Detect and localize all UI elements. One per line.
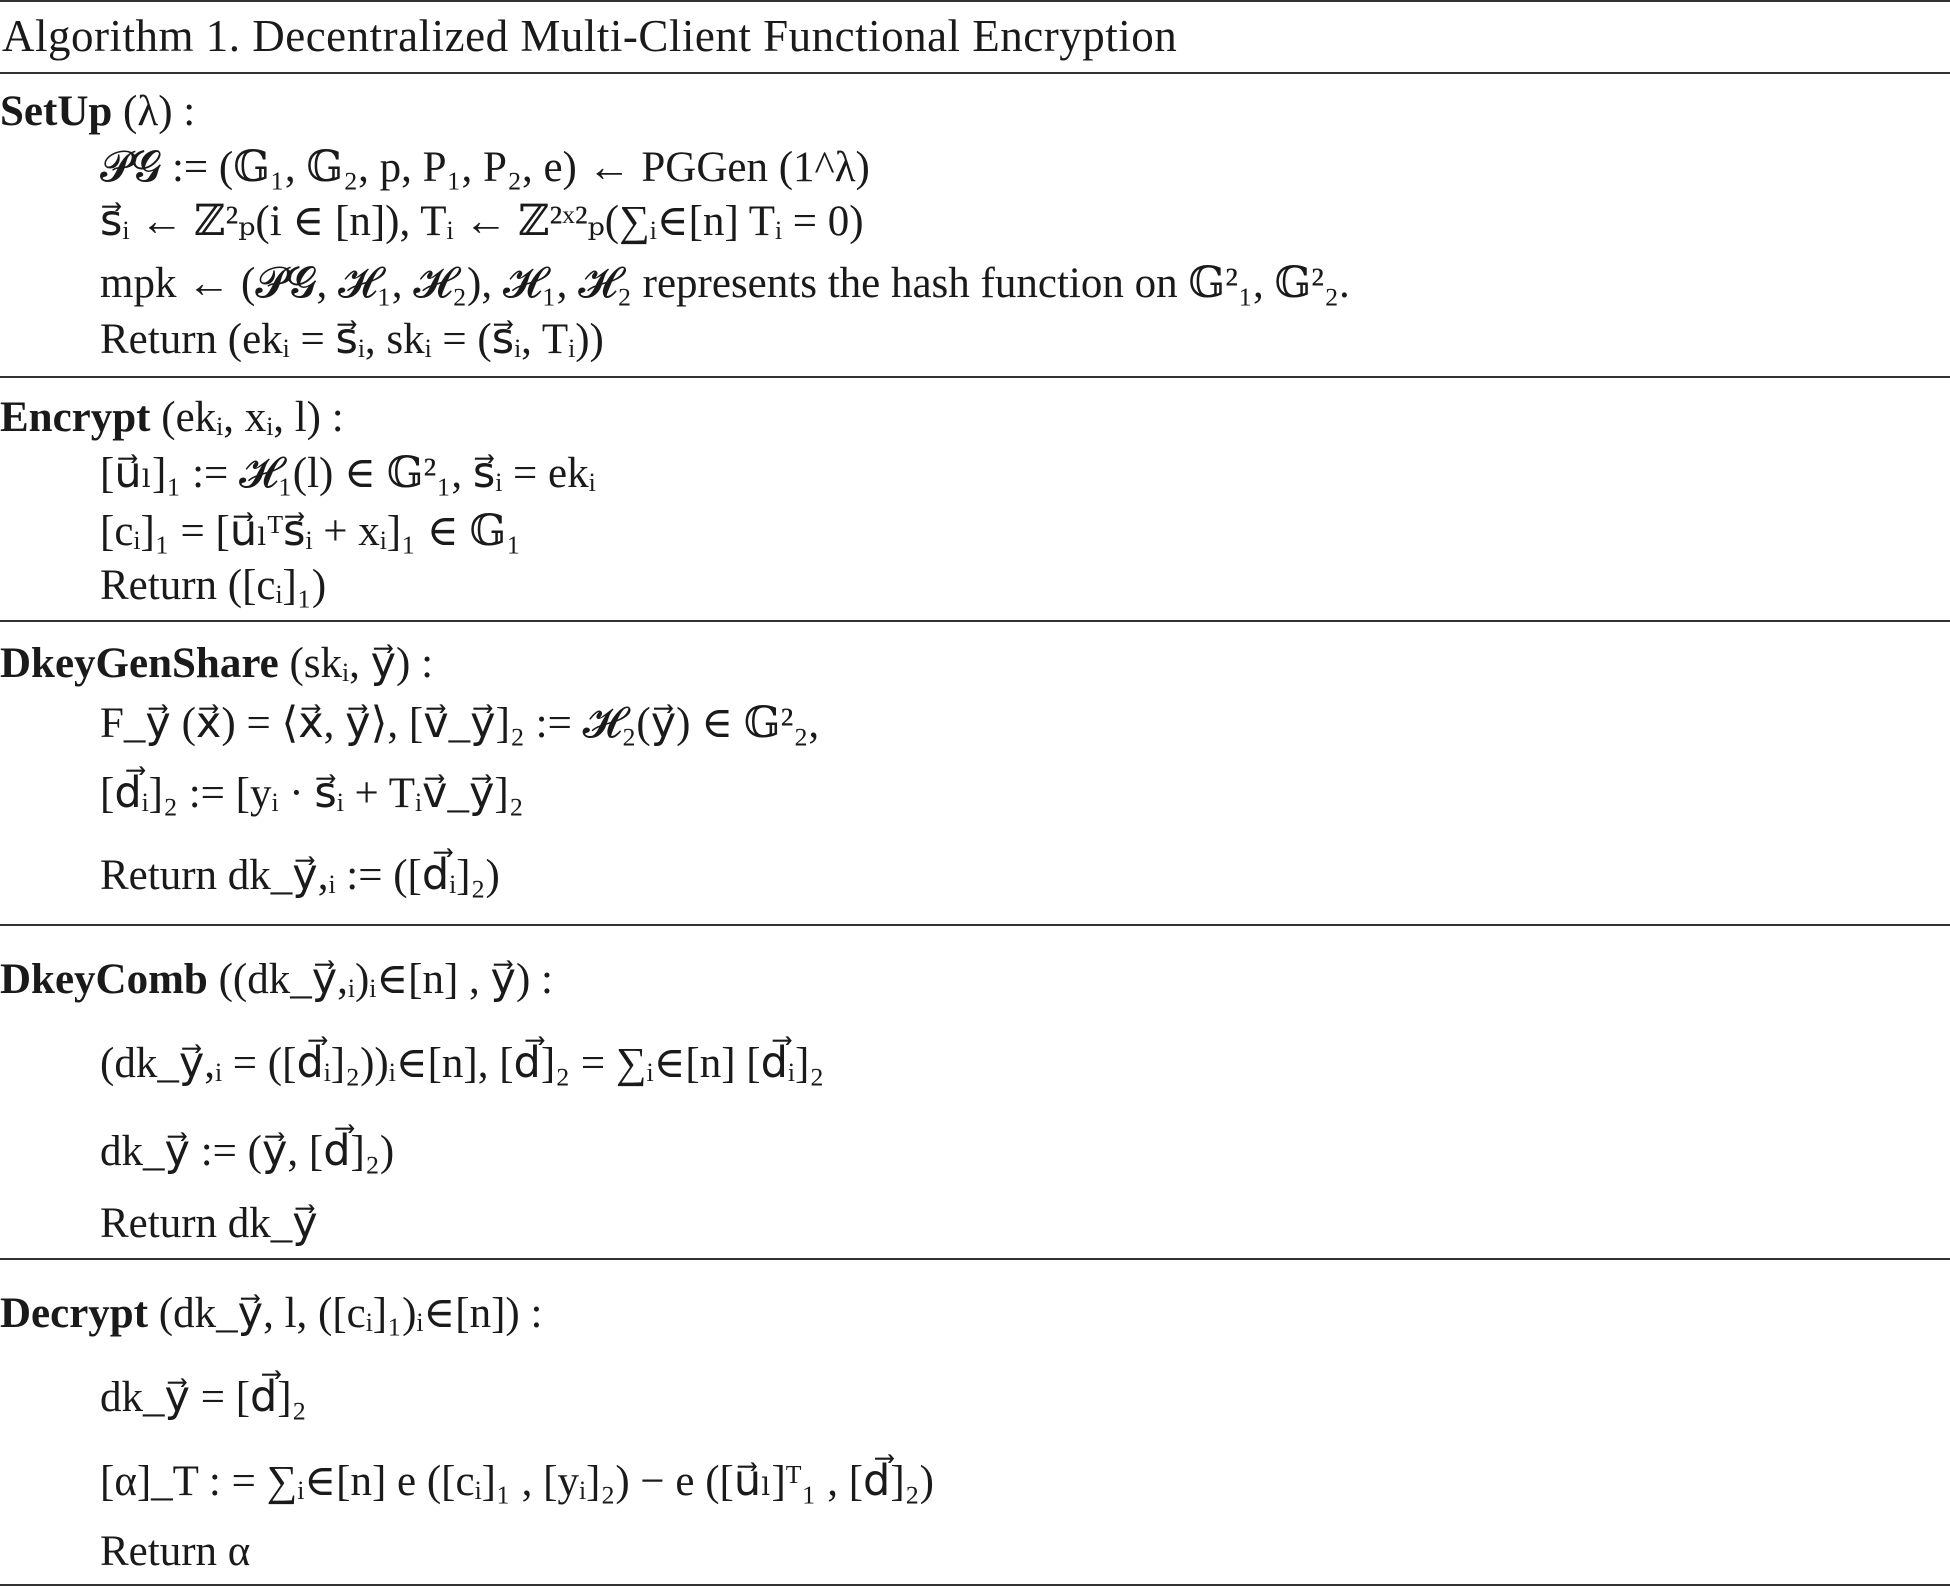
dkeycomb-line-2: dk_y⃗ := (y⃗, [d⃗]₂) <box>100 1128 395 1175</box>
setup-line-3: mpk ← (𝓟𝓖, 𝓗₁, 𝓗₂), 𝓗₁, 𝓗₂ represents the hash function on 𝔾²₁, 𝔾²₂. <box>100 260 1350 307</box>
section-rule <box>0 1258 1950 1260</box>
section-args: (ekᵢ, xᵢ, l) : <box>161 394 344 441</box>
section-header-encrypt <box>0 396 344 439</box>
dkeygenshare-line-3: Return dk_y⃗,ᵢ := ([d⃗ᵢ]₂) <box>100 852 500 899</box>
dkeycomb-line-3: Return dk_y⃗ <box>100 1200 318 1247</box>
section-args: (λ) : <box>123 88 196 135</box>
section-name: Encrypt <box>0 394 151 441</box>
decrypt-line-2: [α]_T : = ∑ᵢ∈[n] e ([cᵢ]₁ , [yᵢ]₂) − e ([u⃗ₗ]ᵀ₁ , [d⃗]₂) <box>100 1458 934 1505</box>
section-header-setup <box>0 90 195 133</box>
section-rule <box>0 620 1950 622</box>
section-name: DkeyComb <box>0 956 208 1003</box>
top-rule <box>0 0 1950 2</box>
decrypt-line-1: dk_y⃗ = [d⃗]₂ <box>100 1374 307 1421</box>
section-rule <box>0 376 1950 378</box>
dkeycomb-line-1: (dk_y⃗,ᵢ = ([d⃗ᵢ]₂))ᵢ∈[n], [d⃗]₂ = ∑ᵢ∈[n] [d⃗ᵢ]₂ <box>100 1040 825 1087</box>
section-header-dkeycomb <box>0 958 553 1001</box>
section-args: ((dk_y⃗,ᵢ)ᵢ∈[n] , y⃗) : <box>218 956 553 1003</box>
section-args: (dk_y⃗, l, ([cᵢ]₁)ᵢ∈[n]) : <box>158 1290 543 1337</box>
decrypt-line-3: Return α <box>100 1528 251 1575</box>
title-rule <box>0 72 1950 74</box>
section-name: Decrypt <box>0 1290 149 1337</box>
section-name: SetUp <box>0 88 113 135</box>
dkeygenshare-line-1: F_y⃗ (x⃗) = ⟨x⃗, y⃗⟩, [v⃗_y⃗]₂ := 𝓗₂(y⃗) ∈ 𝔾²₂, <box>100 700 820 747</box>
encrypt-line-1: [u⃗ₗ]₁ := 𝓗₁(l) ∈ 𝔾²₁, s⃗ᵢ = ekᵢ <box>100 450 596 497</box>
setup-line-4: Return (ekᵢ = s⃗ᵢ, skᵢ = (s⃗ᵢ, Tᵢ)) <box>100 316 604 363</box>
algorithm-title: Algorithm 1. Decentralized Multi-Client Functional Encryption <box>2 11 1178 61</box>
section-rule <box>0 924 1950 926</box>
setup-line-2: s⃗ᵢ ← ℤ²ₚ(i ∈ [n]), Tᵢ ← ℤ²ˣ²ₚ(∑ᵢ∈[n] Tᵢ = 0) <box>100 198 864 245</box>
encrypt-line-2: [cᵢ]₁ = [u⃗ₗᵀs⃗ᵢ + xᵢ]₁ ∈ 𝔾₁ <box>100 508 522 555</box>
section-header-dkeygenshare <box>0 642 433 685</box>
encrypt-line-3: Return ([cᵢ]₁) <box>100 562 327 609</box>
section-args: (skᵢ, y⃗) : <box>289 640 434 687</box>
bottom-rule <box>0 1584 1950 1586</box>
section-header-decrypt <box>0 1292 542 1335</box>
setup-line-1: 𝓟𝓖 := (𝔾₁, 𝔾₂, p, P₁, P₂, e) ← PGGen (1^λ) <box>100 144 870 191</box>
dkeygenshare-line-2: [d⃗ᵢ]₂ := [yᵢ · s⃗ᵢ + Tᵢv⃗_y⃗]₂ <box>100 770 524 817</box>
section-name: DkeyGenShare <box>0 640 279 687</box>
